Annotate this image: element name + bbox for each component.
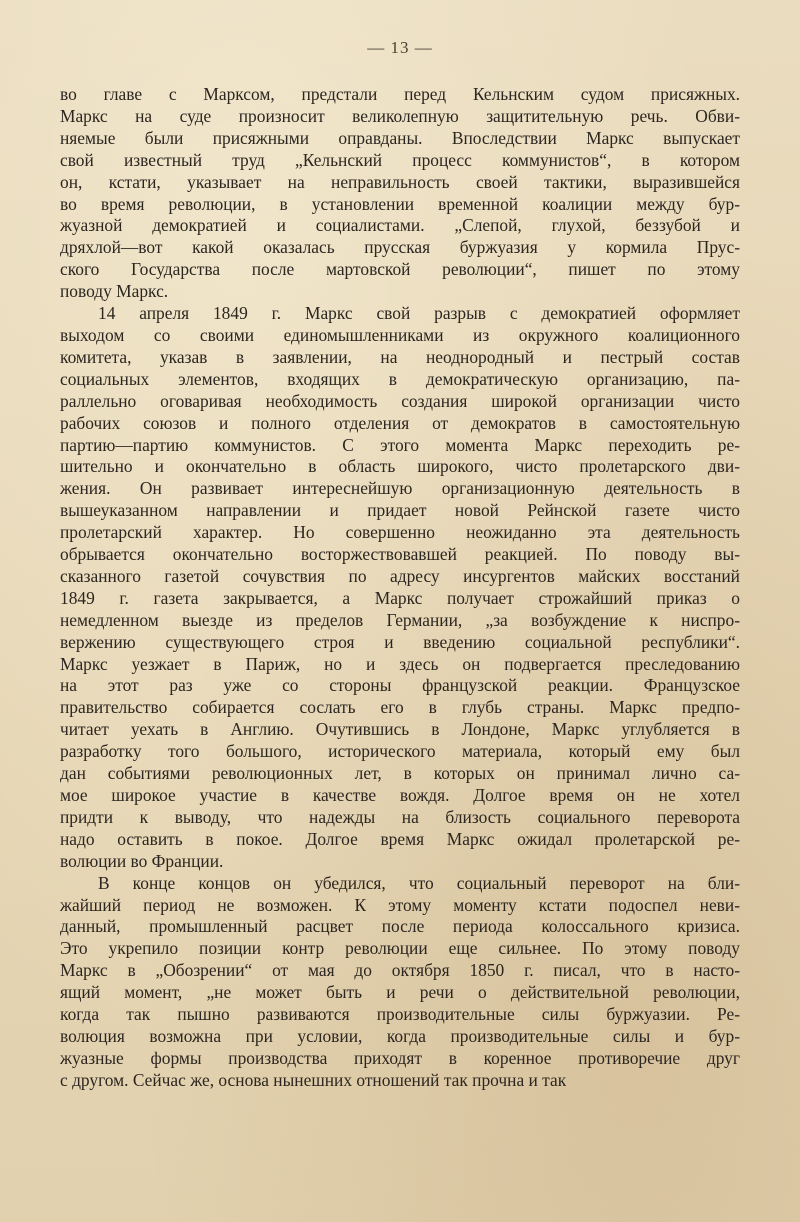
text-line: В конце концов он убедился, что социальный переворот на бли- (98, 872, 740, 893)
text-line: немедленном выезде из пределов Германии, „за возбуждение к ниспро- (60, 609, 740, 630)
text-line: волюция возможна при условии, когда производительные силы и бур- (60, 1025, 740, 1046)
text-line: читает уехать в Англию. Очутившись в Лондоне, Маркс углубляется в (60, 719, 740, 740)
text-line: он, кстати, указывает на неправильность своей тактики, выразившейся (60, 171, 740, 192)
text-line: правительство собирается сослать его в глубь страны. Маркс предпо- (60, 697, 740, 718)
text-line: 1849 г. газета закрывается, а Маркс получает строжайший приказ о (60, 587, 740, 608)
text-line: жуазной демократией и социалистами. „Слепой, глухой, беззубой и (60, 215, 740, 236)
text-line: мое широкое участие в качестве вождя. Долгое время он не хотел (60, 785, 740, 805)
text-line: на этот раз уже со стороны французской реакции. Французское (60, 675, 740, 696)
text-line: Маркс на суде произносит великолепную защитительную речь. Обви- (60, 105, 740, 126)
text-line: вержению существующего строя и введению социальной республики“. (60, 631, 740, 652)
text-line: поводу Маркс. (60, 281, 169, 302)
text-line: разработку того большого, исторического материала, который ему был (60, 741, 740, 762)
text-line: социальных элементов, входящих в демократическую организацию, па- (60, 368, 740, 389)
text-line: ящий момент, „не может быть и речи о действительной революции, (60, 982, 740, 1003)
text-line: шительно и окончательно в область широкого, чисто пролетарского дви- (60, 456, 740, 477)
text-line: пролетарский характер. Но совершенно неожиданно эта деятельность (60, 522, 740, 543)
text-line: сказанного газетой сочувствия по адресу инсургентов майских восстаний (60, 565, 740, 586)
text-line: с другом. Сейчас же, основа нынешних отношений так прочна и так (60, 1069, 567, 1090)
text-line: няемые были присяжными оправданы. Впоследствии Маркс выпускает (60, 127, 740, 148)
text-line: обрывается окончательно восторжествовавшей реакцией. По поводу вы- (60, 544, 740, 565)
text-line: комитета, указав в заявлении, на неоднородный и пестрый состав (60, 346, 740, 367)
text-line: ского Государства после мартовской революции“, пишет по этому (60, 259, 740, 280)
text-line: вышеуказанном направлении и придает новой Рейнской газете чисто (60, 500, 740, 521)
text-line: раллельно оговаривая необходимость создания широкой организации чисто (60, 390, 740, 411)
text-line: 14 апреля 1849 г. Маркс свой разрыв с демократией оформляет (98, 303, 740, 324)
text-line: Это укрепило позиции контр революции еще сильнее. По этому поводу (60, 938, 740, 959)
text-line: Маркс уезжает в Париж, но и здесь он подвергается преследованию (60, 653, 740, 674)
page-number: — 13 — (367, 38, 433, 57)
text-line: партию—партию коммунистов. С этого момента Маркс переходить ре- (60, 434, 740, 455)
text-line: данный, промышленный расцвет после периода колоссального кризиса. (60, 916, 740, 937)
text-line: Маркс в „Обозрении“ от мая до октября 1850 г. писал, что в насто- (60, 960, 740, 981)
body-text (60, 84, 740, 1092)
text-line: жайший период не возможен. К этому моменту кстати подоспел неви- (60, 894, 740, 915)
paragraph (60, 84, 740, 303)
paragraph (60, 303, 740, 873)
text-line: волюции во Франции. (60, 850, 224, 871)
text-line: во время революции, в установлении временной коалиции между бур- (60, 193, 740, 214)
text-line: когда так пышно развиваются производительные силы буржуазии. Ре- (60, 1004, 740, 1025)
text-line: во главе с Марксом, предстали перед Кельнским судом присяжных. (60, 84, 740, 104)
paragraph (60, 873, 740, 1092)
text-line: свой известный труд „Кельнский процесс коммунистов“, в котором (60, 149, 740, 170)
text-line: выходом со своими единомышленниками из окружного коалиционного (60, 324, 740, 345)
text-line: дан событиями революционных лет, в которых он принимал лично са- (60, 763, 740, 784)
text-line: жуазные формы производства приходят в коренное противоречие друг (60, 1047, 740, 1068)
text-line: надо оставить в покое. Долгое время Маркс ожидал пролетарской ре- (60, 828, 740, 849)
text-line: жения. Он развивает интереснейшую организационную деятельность в (60, 478, 740, 499)
text-line: придти к выводу, что надежды на близость социального переворота (60, 806, 740, 827)
text-line: рабочих союзов и полного отделения от демократов в самостоятельную (60, 412, 740, 433)
text-line: дряхлой—вот какой оказалась прусская буржуазия у кормила Прус- (60, 237, 740, 258)
